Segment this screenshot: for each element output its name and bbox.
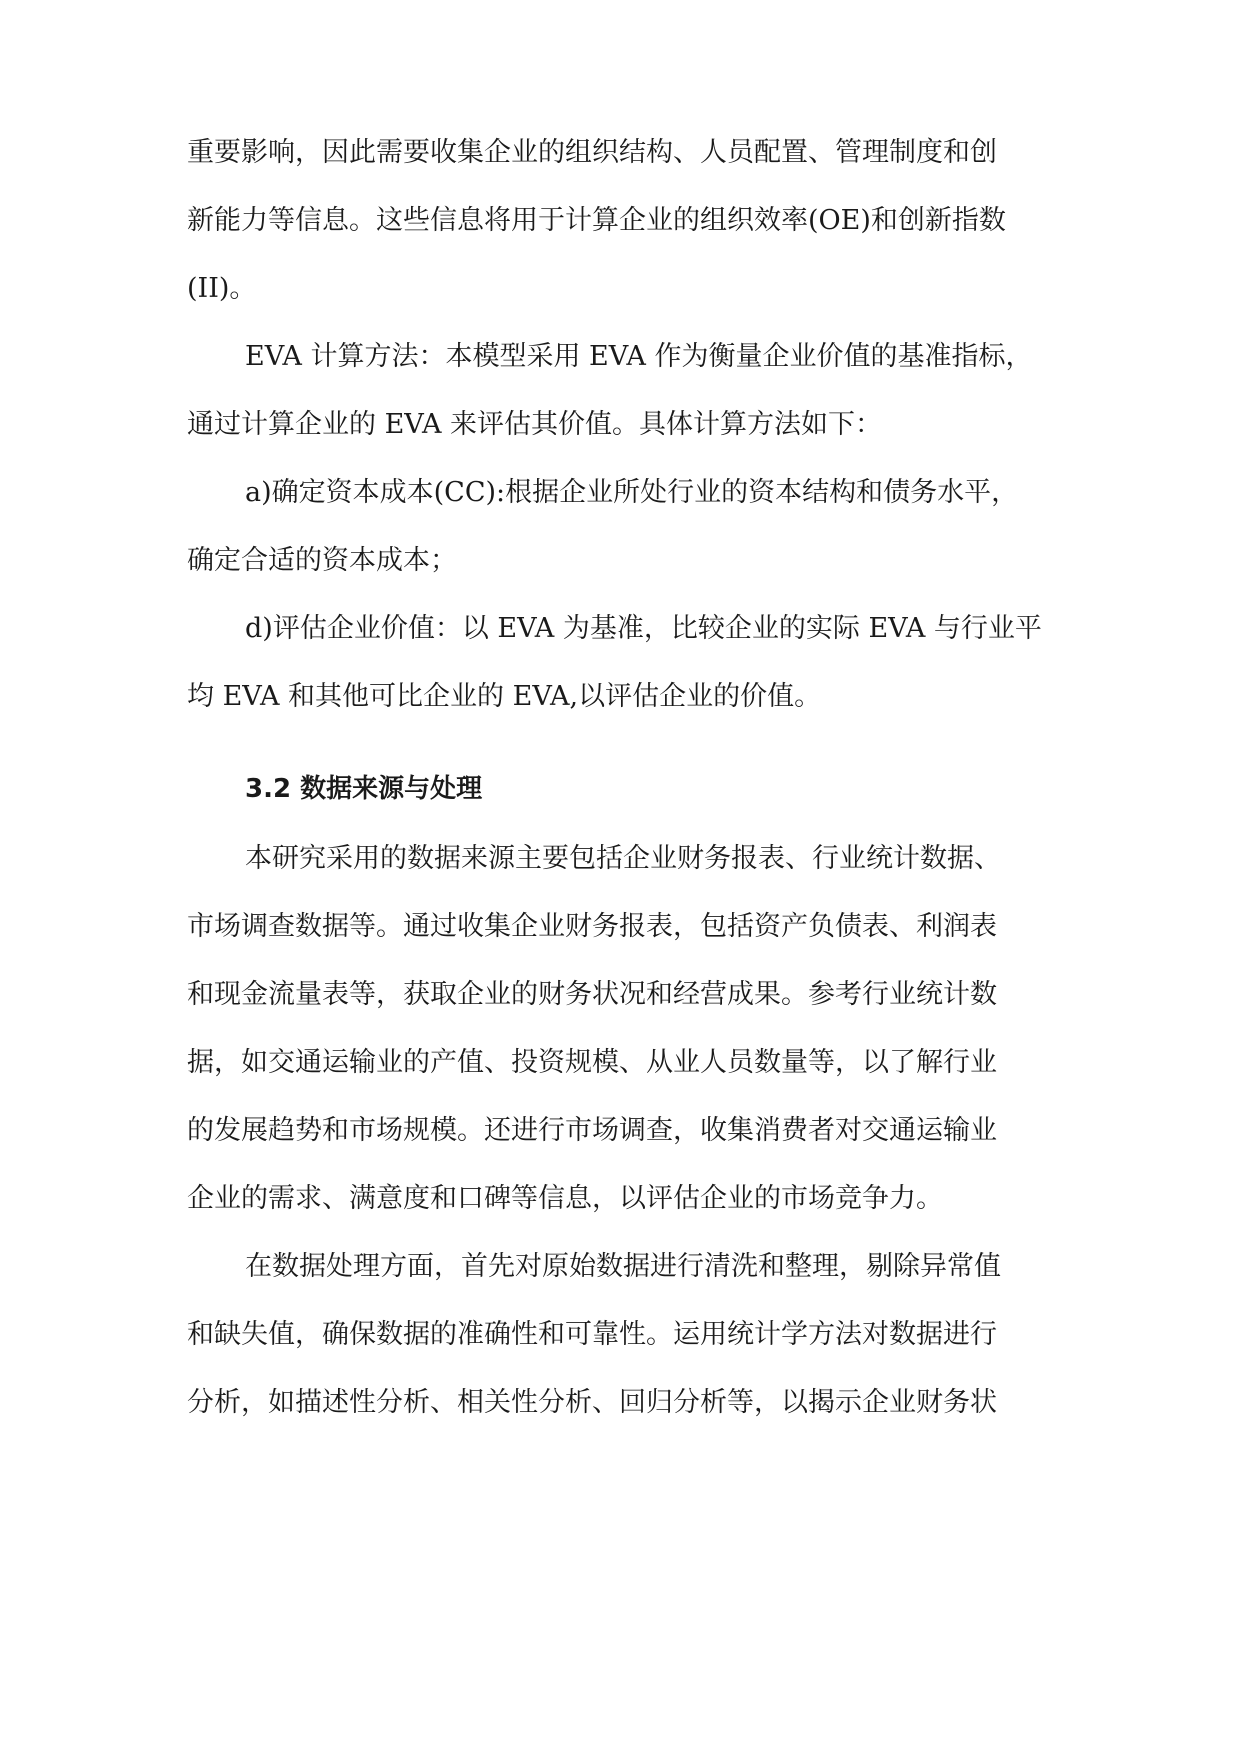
paragraph-4-line-1: d)评估企业价值：以 EVA 为基准，比较企业的实际 EVA 与行业平 <box>245 613 1042 644</box>
paragraph-4-line-2: 均 EVA 和其他可比企业的 EVA,以评估企业的价值。 <box>187 681 822 712</box>
paragraph-3-line-2: 确定合适的资本成本； <box>187 545 457 576</box>
paragraph-2-line-1: EVA 计算方法：本模型采用 EVA 作为衡量企业价值的基准指标， <box>245 341 1033 372</box>
paragraph-3-line-1: a)确定资本成本(CC):根据企业所处行业的资本结构和债务水平， <box>245 477 1019 508</box>
section-paragraph-2-line-2: 和缺失值，确保数据的准确性和可靠性。运用统计学方法对数据进行 <box>187 1319 997 1350</box>
paragraph-1-line-1: 重要影响，因此需要收集企业的组织结构、人员配置、管理制度和创 <box>187 137 997 168</box>
section-paragraph-1-line-1: 本研究采用的数据来源主要包括企业财务报表、行业统计数据、 <box>245 843 1001 874</box>
section-paragraph-2-line-3: 分析，如描述性分析、相关性分析、回归分析等，以揭示企业财务状 <box>187 1387 997 1418</box>
paragraph-2-line-2: 通过计算企业的 EVA 来评估其价值。具体计算方法如下： <box>187 409 883 440</box>
paragraph-1-line-3: (II)。 <box>187 273 257 304</box>
section-paragraph-1-line-2: 市场调查数据等。通过收集企业财务报表，包括资产负债表、利润表 <box>187 911 997 942</box>
section-paragraph-1-line-4: 据，如交通运输业的产值、投资规模、从业人员数量等，以了解行业 <box>187 1047 997 1078</box>
section-paragraph-1-line-5: 的发展趋势和市场规模。还进行市场调查，收集消费者对交通运输业 <box>187 1115 997 1146</box>
section-heading: 3.2 数据来源与处理 <box>245 774 483 804</box>
section-paragraph-2-line-1: 在数据处理方面，首先对原始数据进行清洗和整理，剔除异常值 <box>245 1251 1001 1282</box>
section-paragraph-1-line-3: 和现金流量表等，获取企业的财务状况和经营成果。参考行业统计数 <box>187 979 997 1010</box>
paragraph-1-line-2: 新能力等信息。这些信息将用于计算企业的组织效率(OE)和创新指数 <box>187 205 1006 236</box>
section-paragraph-1-line-6: 企业的需求、满意度和口碑等信息，以评估企业的市场竞争力。 <box>187 1183 943 1214</box>
